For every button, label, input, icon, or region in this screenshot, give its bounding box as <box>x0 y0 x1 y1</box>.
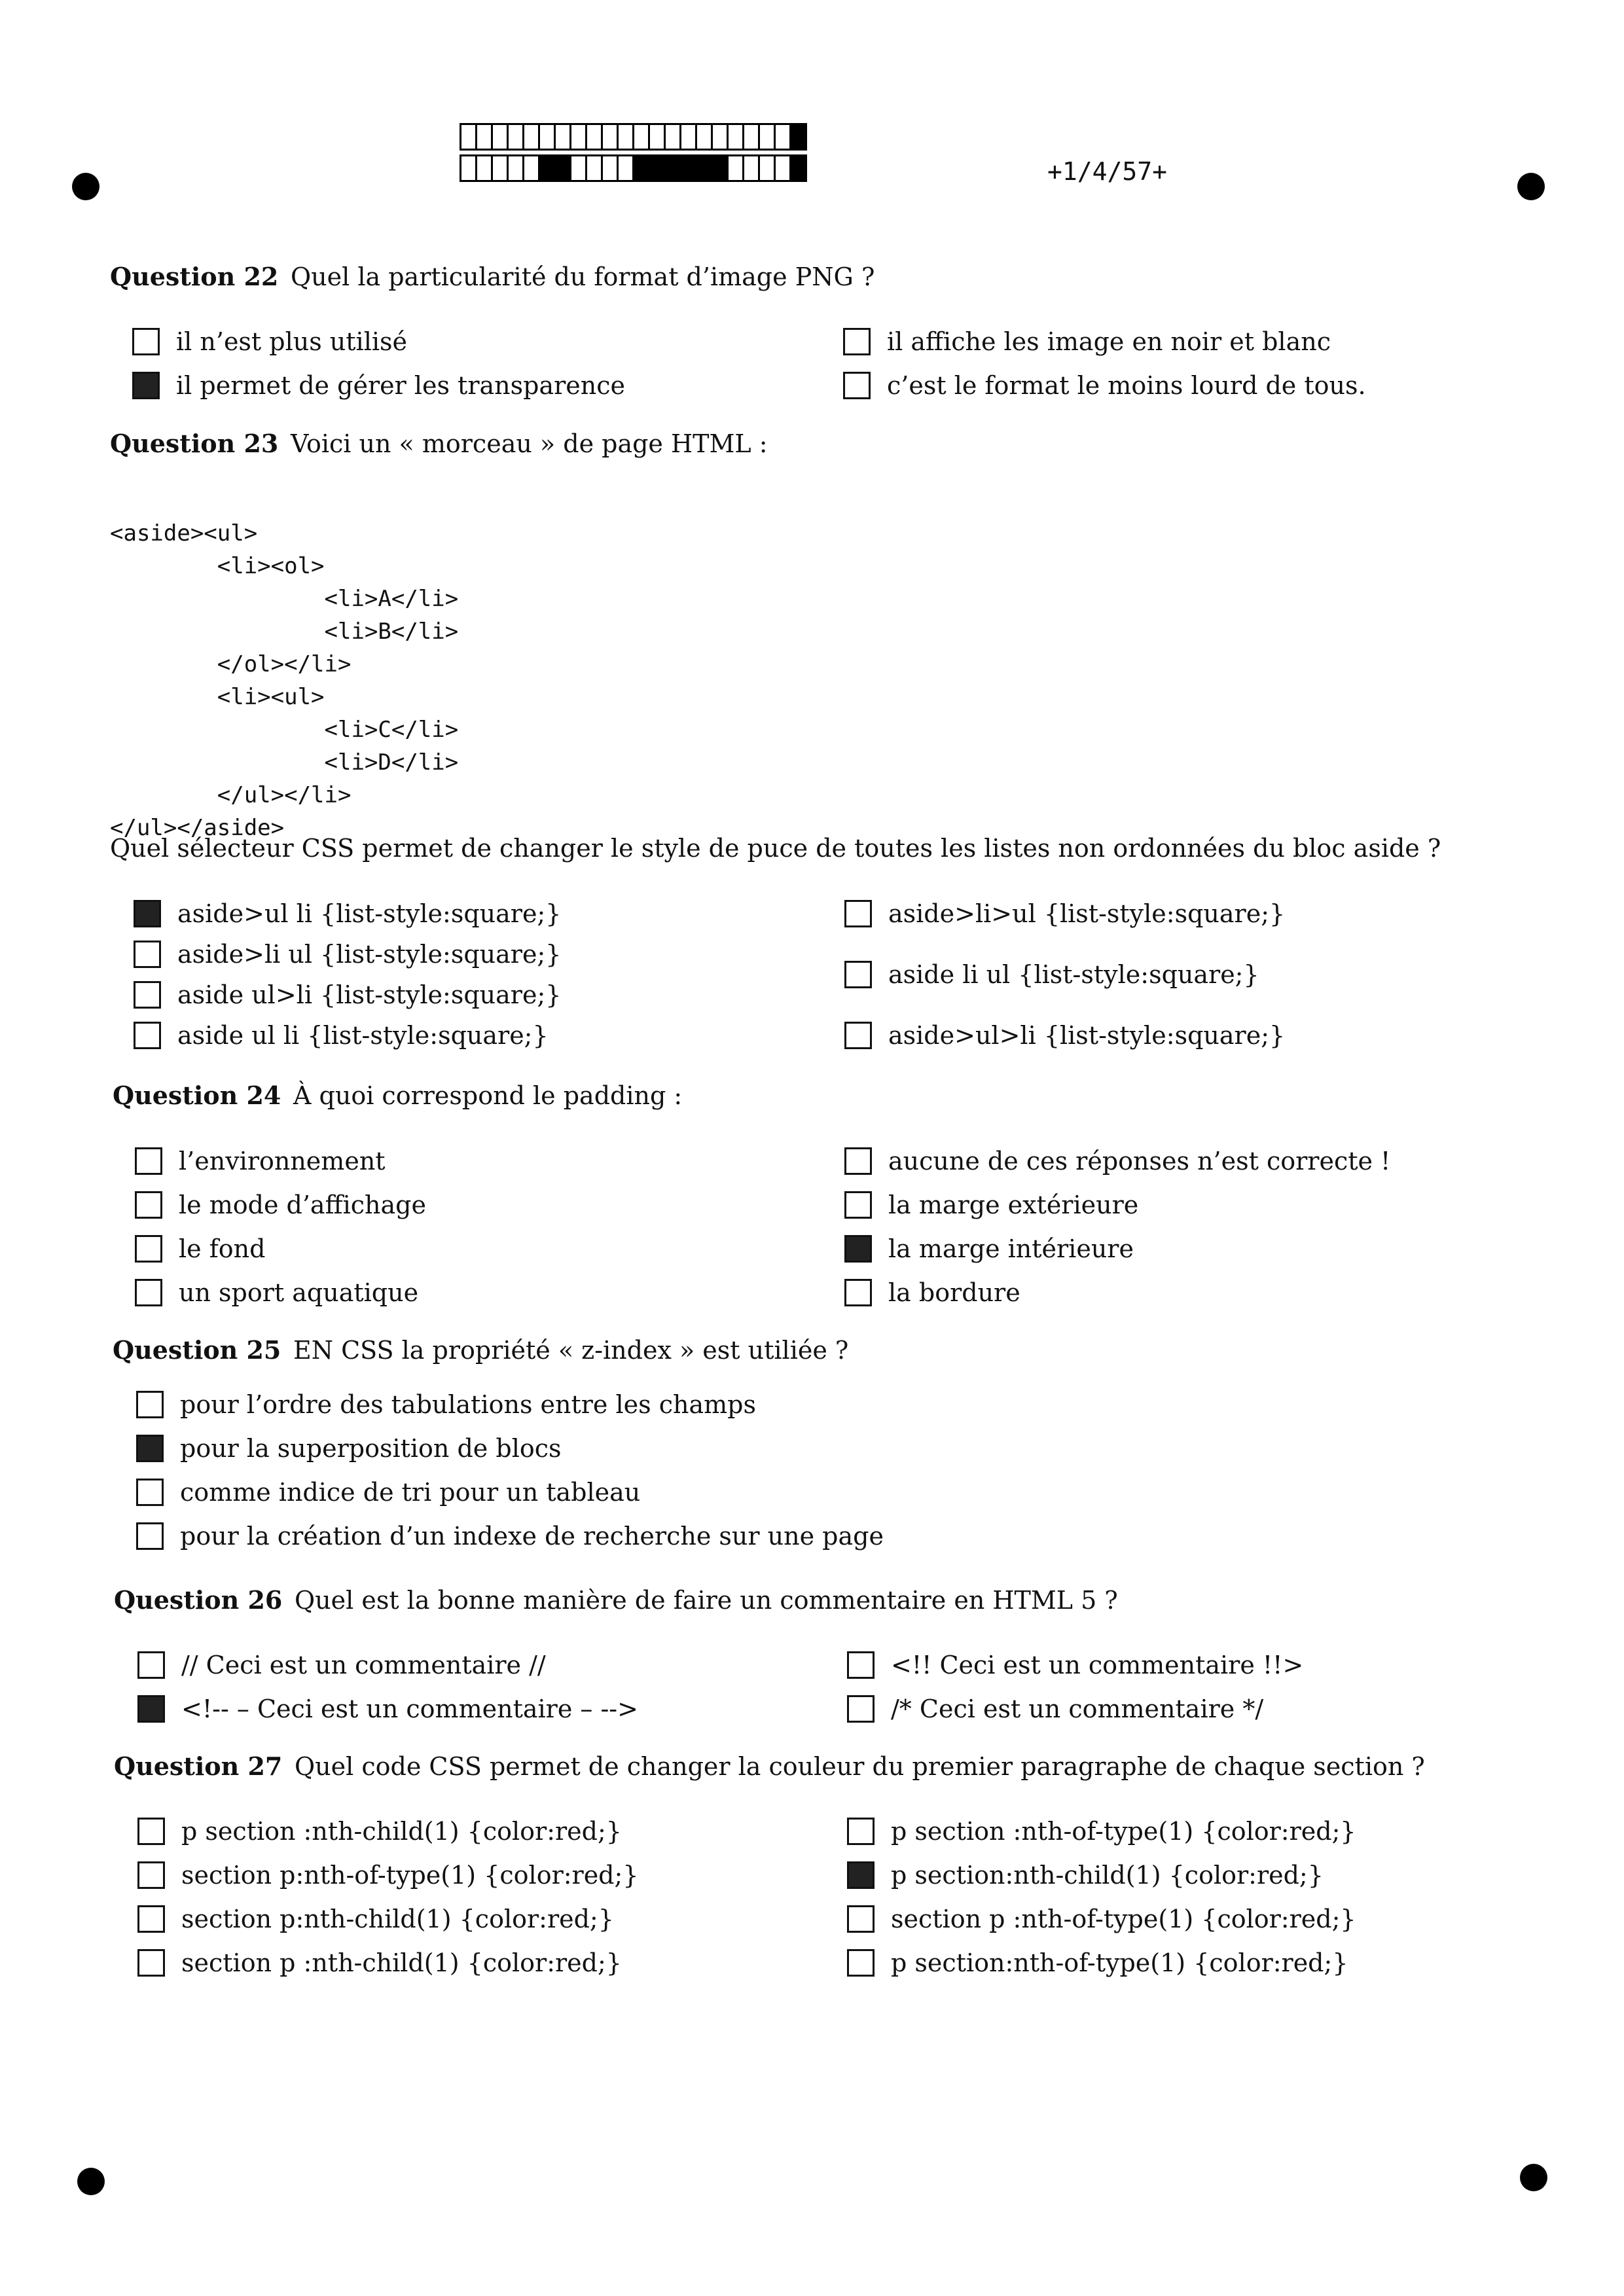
id-grid-row-1 <box>460 123 805 151</box>
code-line: <li>D</li> <box>110 749 459 776</box>
q23-option-4[interactable] <box>134 1021 549 1050</box>
q24-option-4[interactable] <box>135 1278 418 1307</box>
option-label: la marge extérieure <box>888 1191 1139 1219</box>
checkbox[interactable] <box>847 1818 875 1845</box>
option-label: aside>li>ul {list-style:square;} <box>888 899 1286 928</box>
checkbox[interactable] <box>844 1191 872 1219</box>
q27-option-7[interactable] <box>847 1905 1356 1933</box>
checkbox[interactable] <box>135 1191 162 1219</box>
checkbox[interactable] <box>134 941 161 968</box>
q24-option-3[interactable] <box>135 1234 265 1263</box>
checkbox[interactable] <box>134 981 161 1009</box>
id-grid-row-2 <box>460 154 805 182</box>
option-label: <!-- – Ceci est un commentaire – --> <box>181 1695 638 1723</box>
option-label: pour la superposition de blocs <box>180 1434 562 1463</box>
checkbox[interactable] <box>844 961 872 988</box>
option-label: section p:nth-of-type(1) {color:red;} <box>181 1861 639 1890</box>
checkbox-checked[interactable] <box>136 1435 164 1462</box>
option-label: p section :nth-child(1) {color:red;} <box>181 1817 622 1846</box>
q23-number: Question 23 <box>110 429 279 458</box>
checkbox[interactable] <box>844 1279 872 1306</box>
code-line: <li>B</li> <box>110 619 459 645</box>
option-label: le mode d’affichage <box>179 1191 426 1219</box>
q23-option-1[interactable] <box>134 899 561 928</box>
q27-option-3[interactable] <box>137 1905 614 1933</box>
q23-option-7[interactable] <box>844 1021 1285 1050</box>
checkbox[interactable] <box>847 1949 875 1977</box>
q25-text: EN CSS la propriété « z-index » est utiliée ? <box>293 1336 849 1365</box>
code-line: <li>C</li> <box>110 717 459 743</box>
q27-option-8[interactable] <box>847 1948 1348 1977</box>
registration-mark-bottom-right <box>1520 2164 1547 2191</box>
checkbox[interactable] <box>135 1235 162 1263</box>
code-line: </ul></aside> <box>110 815 285 841</box>
q22-title <box>110 262 875 291</box>
q24-title <box>113 1081 682 1110</box>
option-label: aside>li ul {list-style:square;} <box>177 940 562 969</box>
option-label: section p :nth-child(1) {color:red;} <box>181 1948 622 1977</box>
checkbox[interactable] <box>844 1147 872 1175</box>
q23-option-3[interactable] <box>134 980 561 1009</box>
code-line: </ol></li> <box>110 651 352 677</box>
option-label: aside>ul>li {list-style:square;} <box>888 1021 1286 1050</box>
q24-option-1[interactable] <box>135 1147 386 1175</box>
q27-text: Quel code CSS permet de changer la couleur du premier paragraphe de chaque section ? <box>295 1752 1425 1781</box>
checkbox[interactable] <box>844 900 872 927</box>
option-label: aside ul>li {list-style:square;} <box>177 980 562 1009</box>
option-label: p section:nth-child(1) {color:red;} <box>891 1861 1324 1890</box>
q25-number: Question 25 <box>113 1335 281 1365</box>
option-label: il affiche les image en noir et blanc <box>887 327 1331 356</box>
option-label: c’est le format le moins lourd de tous. <box>887 371 1366 400</box>
q23-text: Voici un « morceau » de page HTML : <box>291 429 768 458</box>
q22-option-4[interactable] <box>843 371 1366 400</box>
option-label: section p:nth-child(1) {color:red;} <box>181 1905 614 1933</box>
checkbox[interactable] <box>844 1022 872 1049</box>
q27-option-2[interactable] <box>137 1861 639 1890</box>
option-label: aside>ul li {list-style:square;} <box>177 899 562 928</box>
q23-title <box>110 429 768 458</box>
q24-option-6[interactable] <box>844 1191 1138 1219</box>
q27-number: Question 27 <box>114 1751 283 1781</box>
option-label: pour l’ordre des tabulations entre les champs <box>180 1390 756 1419</box>
checkbox[interactable] <box>137 1905 165 1933</box>
checkbox[interactable] <box>136 1522 164 1550</box>
q24-number: Question 24 <box>113 1081 281 1110</box>
q22-option-2[interactable] <box>132 371 625 400</box>
q26-option-4[interactable] <box>847 1695 1263 1723</box>
q24-option-5[interactable] <box>844 1147 1390 1175</box>
code-line: <li><ol> <box>110 553 325 579</box>
code-line: <li>A</li> <box>110 586 459 612</box>
q22-number: Question 22 <box>110 262 279 291</box>
q22-option-3[interactable] <box>843 327 1331 356</box>
option-label: aside li ul {list-style:square;} <box>888 960 1259 989</box>
option-label: section p :nth-of-type(1) {color:red;} <box>891 1905 1356 1933</box>
option-label: // Ceci est un commentaire // <box>181 1651 546 1679</box>
q23-option-2[interactable] <box>134 940 561 969</box>
checkbox[interactable] <box>843 372 871 399</box>
q24-option-2[interactable] <box>135 1191 426 1219</box>
q25-option-2[interactable] <box>136 1434 562 1463</box>
option-label: p section :nth-of-type(1) {color:red;} <box>891 1817 1356 1846</box>
option-label: /* Ceci est un commentaire */ <box>891 1695 1264 1723</box>
checkbox[interactable] <box>134 1022 161 1049</box>
option-label: l’environnement <box>179 1147 386 1175</box>
checkbox[interactable] <box>843 328 871 355</box>
option-label: aside ul li {list-style:square;} <box>177 1021 549 1050</box>
registration-mark-top-left <box>72 173 99 200</box>
option-label: il permet de gérer les transparence <box>176 371 626 400</box>
q23-prompt: Quel sélecteur CSS permet de changer le style de puce de toutes les listes non ordonnées du bloc aside ? <box>110 834 1441 863</box>
option-label: aucune de ces réponses n’est correcte ! <box>888 1147 1391 1175</box>
q27-title <box>114 1751 1425 1781</box>
checkbox[interactable] <box>136 1479 164 1506</box>
checkbox[interactable] <box>137 1949 165 1977</box>
q24-text: À quoi correspond le padding : <box>293 1081 683 1110</box>
checkbox[interactable] <box>132 328 160 355</box>
q26-option-3[interactable] <box>847 1651 1303 1679</box>
checkbox[interactable] <box>137 1651 165 1679</box>
checkbox[interactable] <box>136 1391 164 1418</box>
q25-option-3[interactable] <box>136 1478 640 1507</box>
q24-option-7[interactable] <box>844 1234 1134 1263</box>
q22-option-1[interactable] <box>132 327 407 356</box>
code-line: <li><ul> <box>110 684 325 710</box>
checkbox[interactable] <box>137 1861 165 1889</box>
checkbox-checked[interactable] <box>132 372 160 399</box>
option-label: il n’est plus utilisé <box>176 327 408 356</box>
checkbox-checked[interactable] <box>134 900 161 927</box>
option-label: le fond <box>179 1234 266 1263</box>
option-label: comme indice de tri pour un tableau <box>180 1478 641 1507</box>
q23-code-block <box>110 484 458 877</box>
registration-mark-top-right <box>1517 173 1545 200</box>
checkbox-checked[interactable] <box>137 1695 165 1723</box>
option-label: un sport aquatique <box>179 1278 419 1307</box>
q26-number: Question 26 <box>114 1585 283 1615</box>
q23-option-6[interactable] <box>844 960 1259 989</box>
option-label: la marge intérieure <box>888 1234 1134 1263</box>
q27-option-4[interactable] <box>137 1948 622 1977</box>
option-label: p section:nth-of-type(1) {color:red;} <box>891 1948 1348 1977</box>
checkbox[interactable] <box>847 1651 875 1679</box>
q25-option-1[interactable] <box>136 1390 756 1419</box>
checkbox[interactable] <box>847 1905 875 1933</box>
q25-option-4[interactable] <box>136 1522 884 1551</box>
checkbox[interactable] <box>135 1147 162 1175</box>
option-label: la bordure <box>888 1278 1020 1307</box>
code-line: </ul></li> <box>110 782 352 808</box>
q27-option-5[interactable] <box>847 1817 1356 1846</box>
option-label: pour la création d’un indexe de recherche sur une page <box>180 1522 884 1551</box>
q22-text: Quel la particularité du format d’image PNG ? <box>291 262 875 291</box>
q26-title <box>114 1585 1118 1615</box>
checkbox[interactable] <box>847 1695 875 1723</box>
q27-option-6[interactable] <box>847 1861 1324 1890</box>
q26-option-1[interactable] <box>137 1651 546 1679</box>
q25-title <box>113 1335 848 1365</box>
checkbox[interactable] <box>137 1818 165 1845</box>
q26-option-2[interactable] <box>137 1695 638 1723</box>
option-label: <!! Ceci est un commentaire !!> <box>891 1651 1304 1679</box>
checkbox-checked[interactable] <box>847 1861 875 1889</box>
code-line: <aside><ul> <box>110 520 258 547</box>
registration-mark-bottom-left <box>77 2168 105 2195</box>
page-identifier: +1/4/57+ <box>1047 157 1168 186</box>
q24-option-8[interactable] <box>844 1278 1020 1307</box>
q26-text: Quel est la bonne manière de faire un commentaire en HTML 5 ? <box>295 1586 1118 1615</box>
q23-option-5[interactable] <box>844 899 1285 928</box>
q27-option-1[interactable] <box>137 1817 622 1846</box>
checkbox-checked[interactable] <box>844 1235 872 1263</box>
checkbox[interactable] <box>135 1279 162 1306</box>
